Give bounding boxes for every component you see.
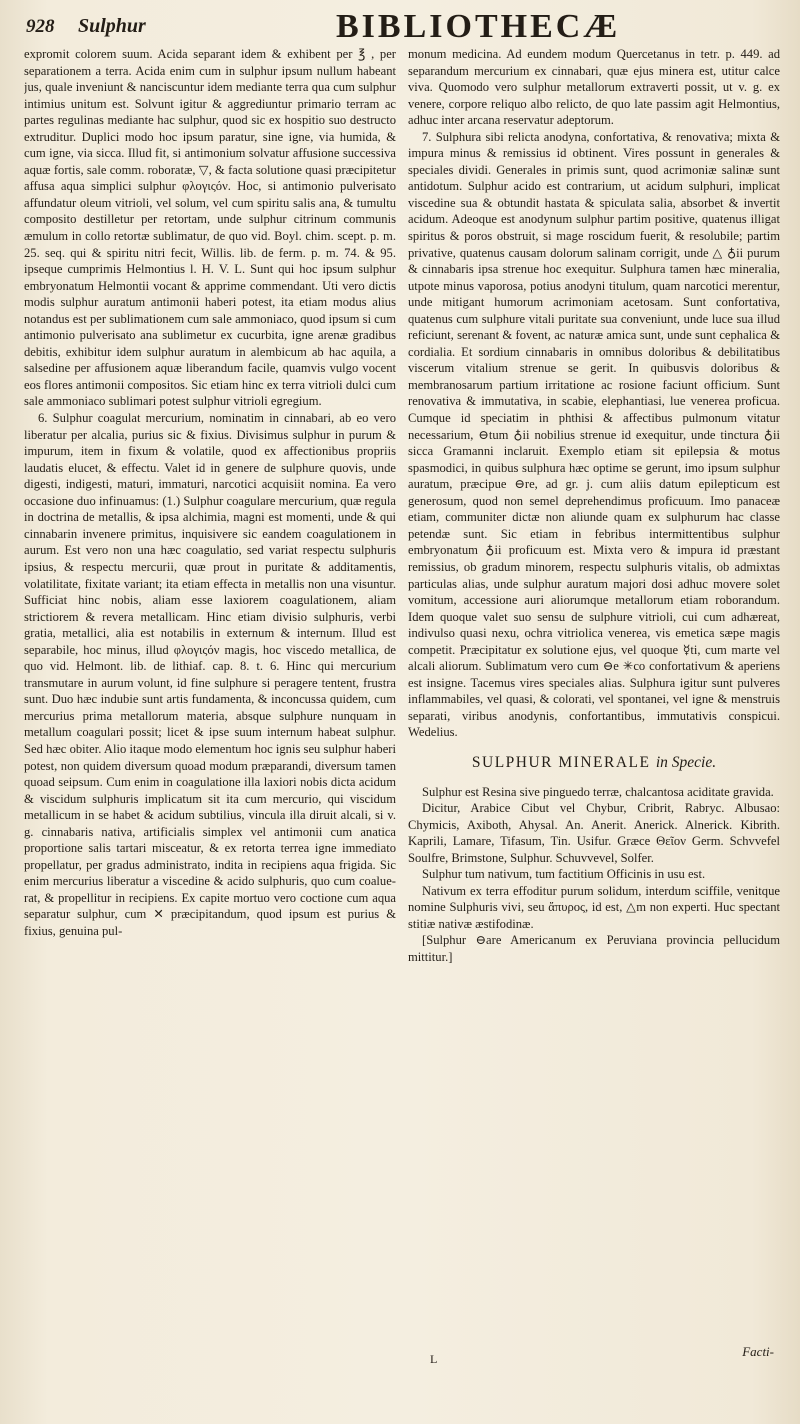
running-head: Sulphur	[78, 15, 146, 37]
section-heading-main: SULPHUR MINERALE	[471, 753, 651, 771]
paragraph: [Sulphur ⊖are Americanum ex Peruviana provincia pellucidum mittitur.]	[408, 933, 780, 964]
catchword: Facti-	[742, 1344, 774, 1359]
paragraph: expromit colorem suum. Acida separant idem & exhibent per ℥ , per separationem a terra. Acida enim cum in sulphur ipsum nullum habeant jus, quale inveniunt & nanciscuntur idem mediante terra qua cum sulphur intimius unitum est. Solvunt igitur & aggrediuntur primario terram ac partes regulinas mediante hac sulphur, quod sic ex hospitio suo destructo extruditur. Duplici modo hoc ipsum paratur, sine igne, via humida, & cum igne, via sicca. Illud fit, si antimonium solvatur affusione successiva aquæ fortis, sale comm. roboratæ, ▽, & facta solutione quasi præcipitetur affusa aqua simplici sulphur φλογιςόν. Hoc, si antimonio pulverisato affundatur oleum vitrioli, vel solum, vel cum spiritu salis ana, & tumultu composito destilletur per retortam, unde sulphur citrinum communis æmulum in collo retortæ sublimatur, de quo vid. Boyl. chim. scept. p. m. 25. seq. qui & spiritu nitri fecit, Willis. lib. de ferm. p. m. 74. & 95. ipseque cumprimis Helmontius l. H. V. L. Sunt qui hoc ipsum sulphur embryonatum Helmontii vocant & apprime commendant. Uti vero dictis modis sulphur auratum antimonii haberi potest, ita etiam modus alius notandus est per sublimationem cum sale ammoniaco, quod ipsum si cum antimonio pulverisato ana sublimetur ex cucurbita, igne arenæ gradibus debitis, exhibitur idem sulphur auratum in alembicum ab hac aquila, a salsedine per affusionem aquæ liberandum facile, quamvis vulgo vocent eos flores antimonii compositos. Sic etiam hinc ex terra vitrioli dulci cum sale ammoniaco sublimari potest sulphur vitrioli egregium.	[24, 47, 396, 409]
paragraph: Sulphur tum nativum, tum factitium Officinis in usu est.	[422, 867, 706, 882]
page-number: 928	[26, 16, 55, 37]
signature-mark: L	[430, 1352, 438, 1366]
left-column	[24, 46, 396, 1346]
paragraph: 6. Sulphur coagulat mercurium, nominatim in cinnabari, ab eo vero liberatur per alcalia, purius sic & fixius. Divisimus sulphur in purum & impurum, item in fixum & volatile, quod ex affectionibus propriis laudatis elucet, & effectu. Valet id in genere de sulphure quovis, unde digesti, indigesti, maturi, immaturi, narcotici acquisiit nomina. Ea vero occasione duo infinuamus: (1.) Sulphur coagulare mercurium, quæ regula in doctrina de metallis, & ipsa alchimia, magni est momenti, unde & qui cinnabarin invenere primitus, inquisivere sic eandem coagulationem in aurum. Est vero non una hæc coagulatio, sed variat respectu sulphuris ipsius, & respectu mercurii, quæ prout in puritate & additamentis, volatilitate, fixitate variant; ita etiam effecta in metallis non una visuntur. Sufficiat hinc nobis, aliam esse laxiorem coagulationem, aliam strictiorem & revera metallicam. Hinc etiam divisio sulphuris, verbi gratia, metallici, alia est notabilis in externum & internum. Illud est separabile, hoc minus, illud φλογιςόν magis, hoc viscedo metallica, de quo vid. Helmont. lib. de lithiaf. cap. 8. t. 6. Hinc qui mercurium transmutare in aurum volunt, id fine sulphure si peragere tentent, frustra sunt. Duo hæc indubie sunt artis fundamenta, & inconcussa quidem, cum mercurius prima metallorum materia, absque sulphure nunquam in metallum coagulari possit; licet & ipse suum internum habeat sulphur. Sed hæc obiter. Alio itaque modo elementum hoc ignis seu sulphur haberi potest, non quidem diversum quoad modum præparandi, diversum tamen quoad seipsum. Cum enim in coagulatione illa laxiori nobis dicta acidum & viscidum sulphuris implicatum sit ita cum mercurio, qui viscidum metallicum in se habet & acidum subtilius, vincula illa diruit alcali, si v. g. cinnabaris nativa, artificialis simplex vel antimonii cum anatica proportione salis tartari misceatur, & ex retorta terrea igne immediato propellatur, per gradus administrato, indita in recipiens aqua frigida. Sic enim mercurius liberatur a viscedine & acido sulphuris, quo cum coalue- rat, & propellitur in recipiens. Ex capite mortuo vero coctione cum aqua separatur sulphur, cum ✕ præcipitandum, quod ipsum est purius & fixius, genuina pul-	[24, 411, 396, 938]
paragraph: Nativum ex terra effoditur purum solidum, interdum sciffile, venitque nomine Sulphuris vivi, seu ἄπυρος, id est, △m non experti. Huc spectant stitiæ nativæ æstifodinæ.	[408, 883, 780, 931]
section-heading-sub: in Specie.	[655, 753, 717, 771]
section-heading	[408, 755, 780, 772]
paragraph: Dicitur, Arabice Cibut vel Chybur, Cribrit, Rabryc. Albusao: Chymicis, Axiboth, Ahysal. An. Anerit. Anerick. Alnerick. Kibrith. Kaprili, Lamare, Tifasum, Tin. Usifur. Græce Θεῖον Germ. Schvvefel Soulfre, Brimstone, Sulphur. Schuvvevel, Solfer.	[408, 801, 780, 865]
page-title: BIBLIOTHECÆ	[336, 8, 621, 45]
paragraph: 7. Sulphura sibi relicta anodyna, confortativa, & renovativa; mixta & impura minus & remissius id obtinent. Vires possunt in generales & speciales dividi. Generales in primis sunt, quod acrimoniæ salinæ sunt antidotum. Sulphur acido est contrarium, ut acidum sulphuri, implicat viscedine sua & obtundit hastata & spiculata salia, absorbet & invertit acidum. Adeoque est anodynum sulphur partim positive, quatenus illigat spiritus & poros obstruit, si mage roscidum fuerit, & resolubile; partim privative, quatenus causam dolorum salinam corrigit, unde △ ♁ii purum & cinnabaris ipsa strenue hoc exequitur. Sulphura tamen hæc mineralia, utpote minus vaporosa, potius anodyni titulum, quam narcotici merentur, unde mitigant humorum acrimoniam acetosam. Sunt confortativa, quatenus cum sulphure vitali puritate sua conveniunt, unde luce sua illud reficiunt, serenant & fovent, ac naturæ amica sunt, unde sunt cephalica & cordialia. Et sordium cinnabaris in omnibus doloribus & debilitatibus viscerum vitalium strenue se gerit. In quibusvis doloribus & membranosarum partium irritatione ac rosione faciunt officium. Sunt renovativa & immutativa, in scabie, elephantiasi, lue venerea proficua. Cumque id speciatim in phthisi & affectibus pulmonum vitatur necessarium, ⊖tum ♁ii nobilius strenue id exequitur, unde tinctura ♁ii sicca Gramanni inclaruit. Exemplo etiam sit epilepsia & motus spasmodici, in quibus sulphura hæc optime se gerunt, imo ipsum sulphur auratum, præcipue ⊖re, ad gr. j. cum aliis datum epilepticum est generosum, quod non semel deprehendimus proficuum. Imo panaceæ etiam, communiter dictæ non aliunde quam ex sulphurum hac classe petendæ sunt. Sic etiam in febribus intermittentibus sulphur embryonatum ♁ii proficuum est. Mixta vero & impura id præstant remissius, ob gradum minorem, respectu sulphuris vitalis, ob admixtas particulas alias, unde sulphur auratum majori dosi adhuc movere solet vomitum, accessione auri aliorumque metallorum etiam roborandum. Idem quoque valet suo sensu de sulphure vitrioli, cui cum adhæreat, indivulso quasi nexu, ochra vitriolica venerea, vis emetica sæpe magis competit. Præcipitatur ex solutione ejus, vel quoque ☿ti, cum marte vel alcali aliorum. Sublimatum vero cum ⊖e ✳co confortativum & aperiens est insigne. Tacemus vires speciales alias. Sulphura igitur sunt pulveres inflammabiles, vel quasi, & colorati, vel spontanei, vel igne & menstruis separati, viribus anodynis, confortantibus, immutativis conspicui. Wedelius.	[408, 129, 780, 740]
paragraph: monum medicina. Ad eundem modum Quercetanus in tetr. p. 449. ad separandum mercurium ex cinnabari, quæ ejus minera est, utitur calce viva. Quomodo vero sulphur metallorum extraverti possit, ut v. g. ex venere, corpore reliquo albo relicto, de quo late passim agit Helmontius, adhuc inter arcana reservatur adeptorum.	[408, 47, 780, 128]
page-header	[26, 8, 784, 45]
paragraph: Sulphur est Resina sive pinguedo terræ, chalcantosa aciditate gravida.	[422, 784, 774, 799]
right-column	[408, 46, 780, 1346]
